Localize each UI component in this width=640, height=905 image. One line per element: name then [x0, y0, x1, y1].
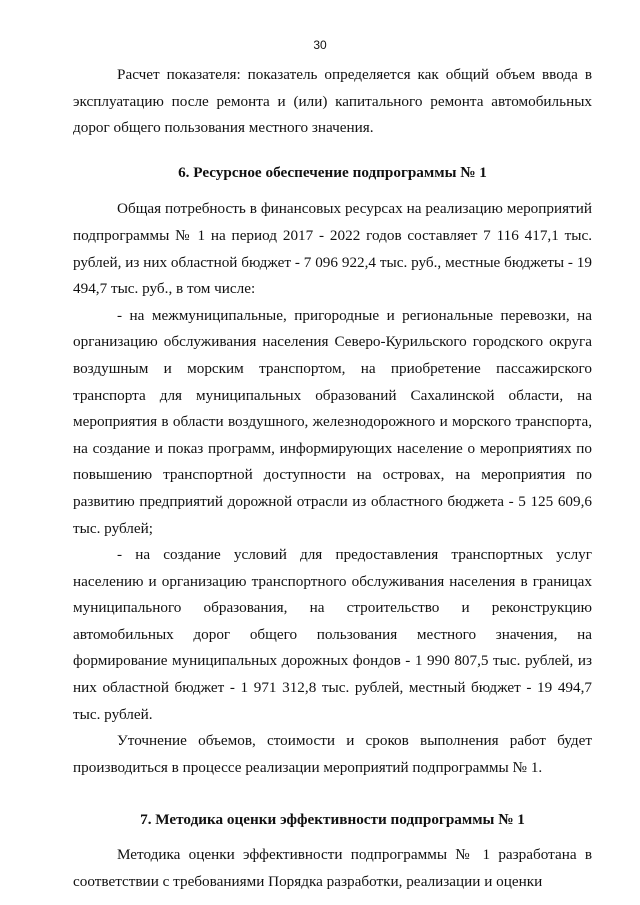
paragraph-total-funding: Общая потребность в финансовых ресурсах на реализацию мероприятий подпрограммы № 1 на период 2017 - 2022 годов составляет 7 116 417,1 тыс. рублей, из них областной бюджет - 7 096 922,4 тыс. руб., местные бюджеты - 19 494,7 тыс. руб., в том числе: [73, 200, 592, 298]
section-heading-resources: 6. Ресурсное обеспечение подпрограммы № 1 [178, 163, 487, 181]
document-body [73, 62, 592, 895]
paragraph-refinement: Уточнение объемов, стоимости и сроков выполнения работ будет производиться в процессе реализации мероприятий подпрограммы № 1. [73, 732, 592, 776]
paragraph-indicator-calculation: Расчет показателя: показатель определяется как общий объем ввода в эксплуатацию после ремонта и (или) капитального ремонта автомобильных дорог общего пользования местного значения. [73, 66, 592, 137]
paragraph-transport-funding: - на межмуниципальные, пригородные и региональные перевозки, на организацию обслуживания населения Северо-Курильского городского округа воздушным и морским транспортом, на приобретение пассажирского транспорта для муниципальных образований Сахалинской области, на мероприятия в области воздушного, железнодорожного и морского транспорта, на создание и показ программ, информирующих население о мероприятиях по повышению транспортной доступности на островах, на мероприятия по развитию предприятий дорожной отрасли из областного бюджета - 5 125 609,6 тыс. рублей; [73, 306, 592, 537]
paragraph-road-funding: - на создание условий для предоставления транспортных услуг населению и организацию транспортного обслуживания населения в границах муниципального образования, на строительство и реконструкцию автомобильных дорог общего пользования местного значения, на формирование муниципальных дорожных фондов - 1 990 807,5 тыс. рублей, из них областной бюджет - 1 971 312,8 тыс. рублей, местный бюджет - 19 494,7 тыс. рублей. [73, 546, 592, 723]
paragraph-methodology: Методика оценки эффективности подпрограммы № 1 разработана в соответствии с требованиями Порядка разработки, реализации и оценки [73, 846, 592, 890]
page-number: 30 [313, 38, 327, 52]
section-heading-methodology: 7. Методика оценки эффективности подпрограммы № 1 [140, 811, 525, 829]
